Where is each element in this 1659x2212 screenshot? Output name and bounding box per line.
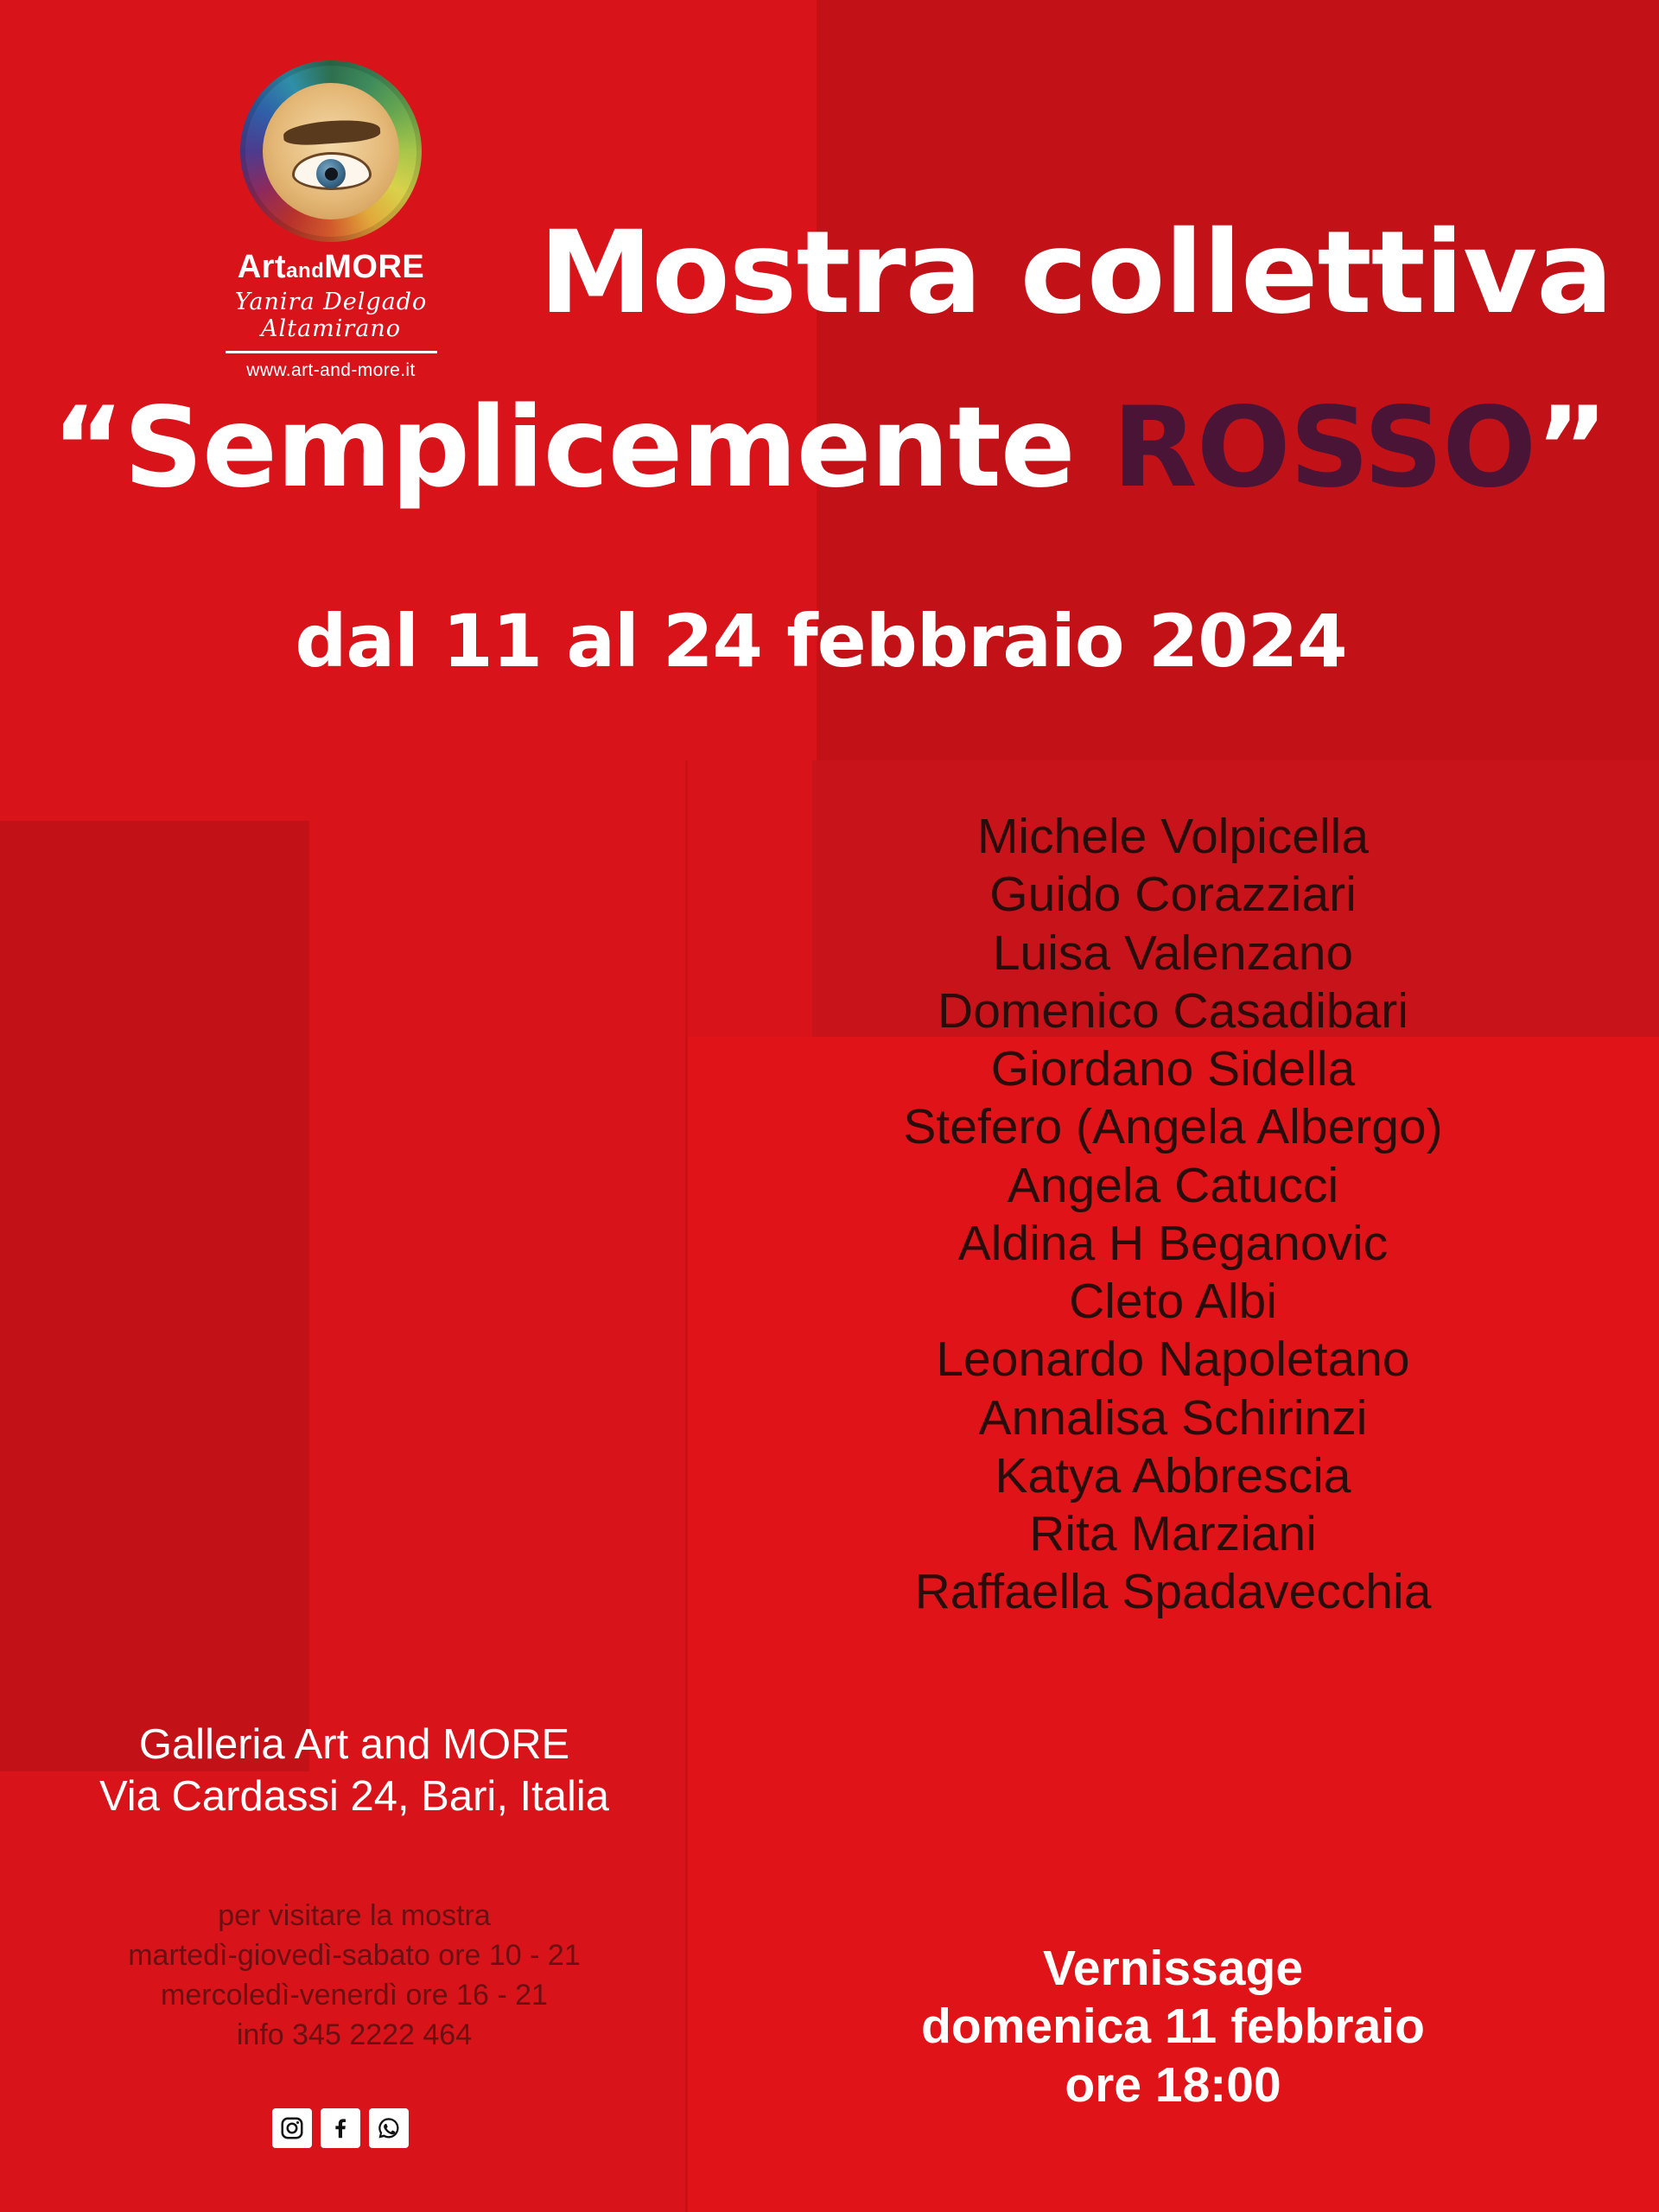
venue-block (35, 1719, 674, 1823)
list-item: Guido Corazziari (989, 867, 1357, 923)
venue-address: Via Cardassi 24, Bari, Italia (99, 1772, 610, 1820)
list-item: Rita Marziani (1029, 1506, 1317, 1561)
list-item: Domenico Casadibari (938, 982, 1408, 1039)
list-item: Luisa Valenzano (992, 925, 1354, 981)
logo-brand-art: Art (237, 249, 287, 285)
venue-name: Galleria Art and MORE (138, 1721, 570, 1768)
facebook-icon[interactable] (321, 2108, 360, 2148)
vernissage-block (691, 1940, 1655, 2114)
logo-divider (226, 351, 437, 353)
social-links (272, 2108, 409, 2148)
hours-intro: per visitare la mostra (218, 1899, 491, 1932)
vernissage-date: domenica 11 febbraio (921, 1999, 1425, 2055)
logo-brand-name (214, 251, 448, 283)
exhibition-subtitle (35, 384, 1624, 512)
vernissage-title: Vernissage (1042, 1941, 1304, 1996)
list-item: Annalisa Schirinzi (978, 1389, 1368, 1446)
exhibition-dates: dal 11 al 24 febbraio 2024 (295, 599, 1347, 683)
subtitle-plain: “Semplicemente (51, 384, 1113, 512)
pupil-shape (325, 168, 338, 181)
list-item: Michele Volpicella (976, 809, 1370, 864)
whatsapp-icon[interactable] (369, 2108, 409, 2148)
list-item: Giordano Sidella (990, 1041, 1356, 1096)
vernissage-time: ore 18:00 (1065, 2056, 1281, 2113)
list-item: Leonardo Napoletano (936, 1332, 1410, 1388)
gallery-logo (214, 60, 448, 381)
logo-brand-and: and (286, 259, 325, 283)
list-item: Raffaella Spadavecchia (914, 1564, 1432, 1620)
hours-line-2: mercoledì-venerdì ore 16 - 21 (161, 1978, 548, 2012)
list-item: Angela Catucci (1007, 1157, 1339, 1213)
eyebrow-shape (283, 118, 381, 147)
page-title: Mostra collettiva (538, 207, 1613, 340)
list-item: Katya Abbrescia (995, 1447, 1351, 1503)
artists-list (691, 808, 1655, 1622)
subtitle-close-quote: ” (1535, 384, 1608, 512)
logo-inner-face (263, 83, 399, 219)
opening-hours-block (35, 1897, 674, 2056)
subtitle-accent: ROSSO (1112, 384, 1536, 512)
contact-phone: info 345 2222 464 (236, 2018, 473, 2051)
logo-website: www.art-and-more.it (246, 360, 416, 380)
panel-divider (685, 760, 688, 2212)
background-block-left (0, 821, 309, 1771)
list-item: Stefero (Angela Albergo) (903, 1099, 1443, 1155)
hours-line-1: martedì-giovedì-sabato ore 10 - 21 (128, 1938, 581, 1972)
logo-brand-more: MORE (324, 249, 425, 285)
instagram-icon[interactable] (272, 2108, 312, 2148)
list-item: Aldina H Beganovic (957, 1215, 1389, 1271)
list-item: Cleto Albi (1069, 1274, 1277, 1329)
logo-signature: Yanira Delgado Altamirano (234, 289, 428, 342)
eye-logo-icon (240, 60, 422, 242)
